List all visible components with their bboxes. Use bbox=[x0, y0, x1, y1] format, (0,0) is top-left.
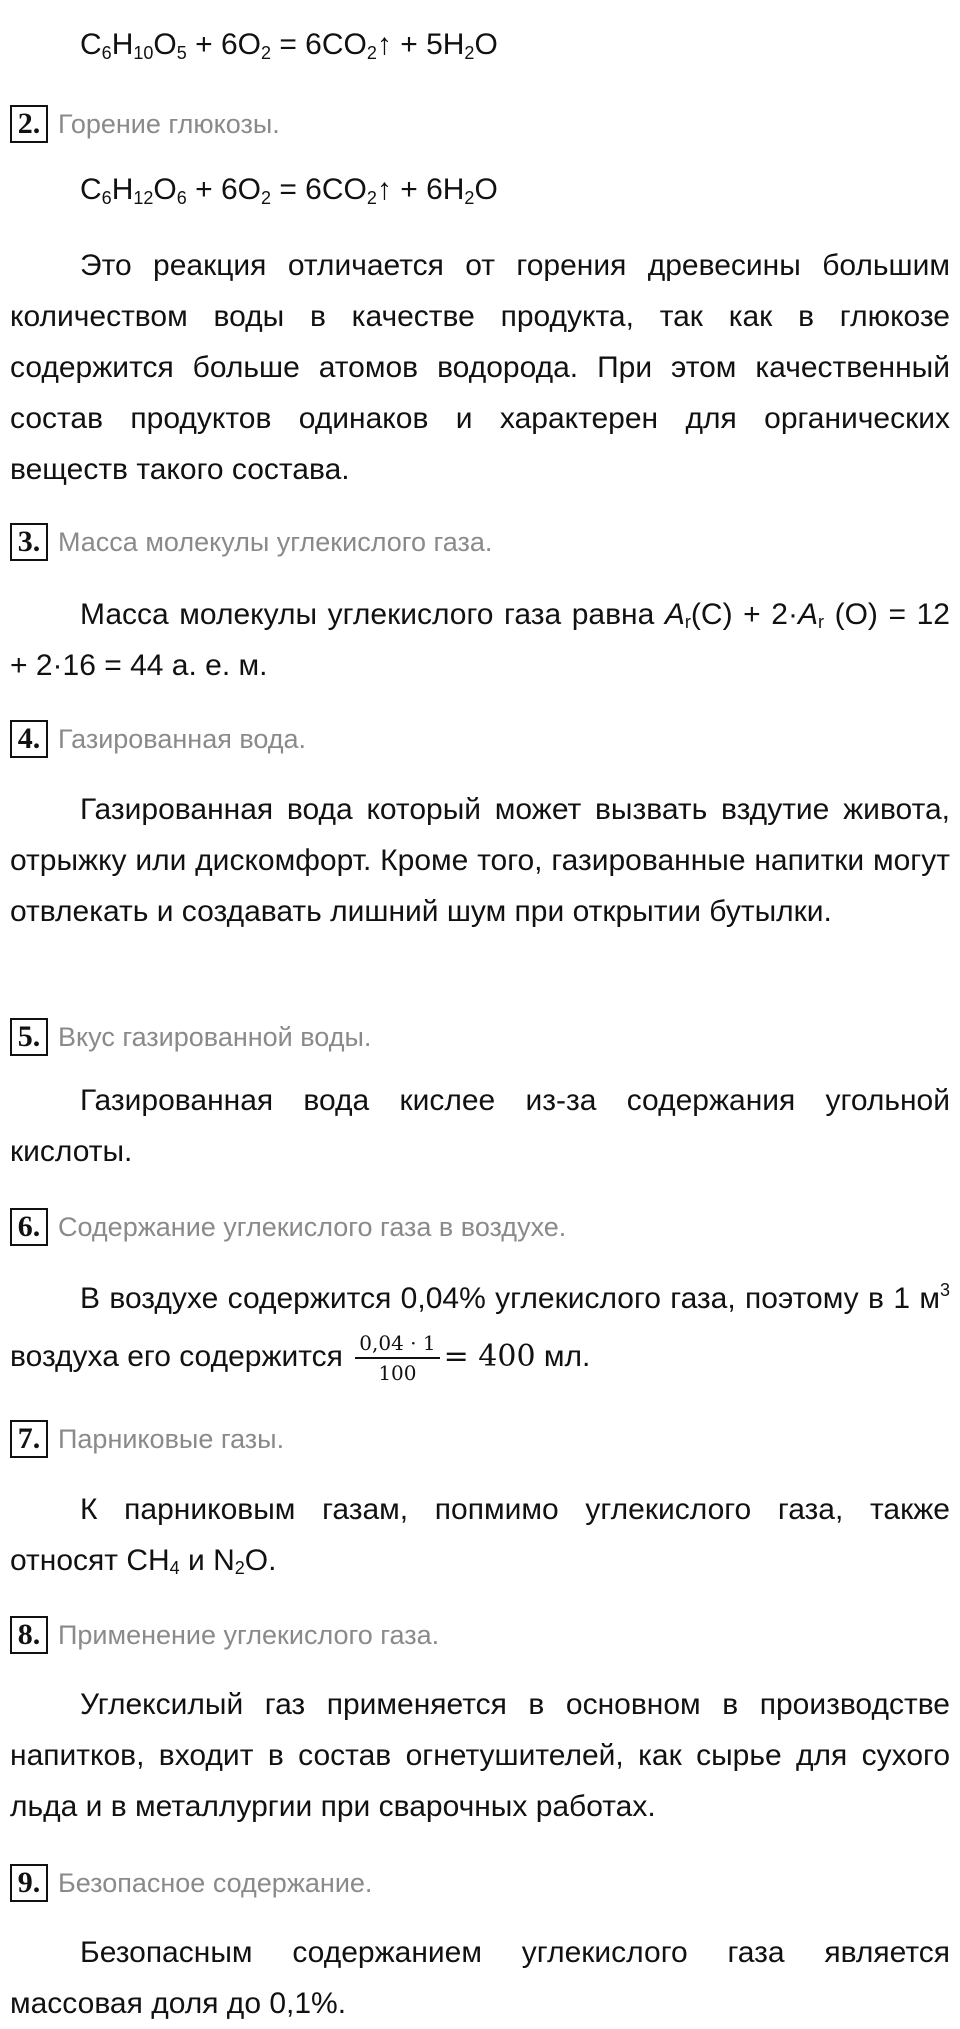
section-4-heading bbox=[10, 716, 306, 762]
fraction: $\frac{0,04 \cdot 1}{100}$ bbox=[355, 1331, 439, 1385]
section-2-text: Это реакция отличается от горения древесины большим количеством воды в качестве продукта, так как в глюкозе содержится больше атомов водорода. При этом качественный состав продуктов одинаков и характерен для органических веществ такого состава. bbox=[10, 249, 950, 486]
section-9-heading bbox=[10, 1860, 372, 1906]
section-3-heading bbox=[10, 519, 492, 565]
section-5-text: Газированная вода кислее из-за содержания угольной кислоты. bbox=[10, 1084, 950, 1168]
section-title: Газированная вода. bbox=[58, 723, 307, 754]
section-number-badge: 5. bbox=[10, 1018, 48, 1056]
section-8-heading bbox=[10, 1612, 439, 1658]
section-7-text: К парниковым газам, попмимо углекислого газа, также относят $CH_4$ и $N_2O$. bbox=[10, 1493, 950, 1578]
section-9-text: Безопасным содержанием углекислого газа является массовая доля до 0,1%. bbox=[10, 1936, 950, 2020]
section-title: Горение глюкозы. bbox=[58, 108, 280, 139]
section-4-text: Газированная вода который может вызвать вздутие живота, отрыжку или дискомфорт. Кроме того, газированные напитки могут отвлекать и создавать лишний шум при открытии бутылки. bbox=[10, 793, 950, 928]
section-number-badge: 7. bbox=[10, 1420, 48, 1458]
formula-wood-combustion: $C_6H_{10}O_5 + 6O_2$ = $6CO_2↑ + 5H_2O$ bbox=[80, 28, 498, 63]
section-number-badge: 3. bbox=[10, 523, 48, 561]
section-number-badge: 8. bbox=[10, 1616, 48, 1654]
section-title: Парниковые газы. bbox=[58, 1423, 285, 1454]
section-8-text: Углексилый газ применяется в основном в производстве напитков, входит в состав огнетушителей, как сырье для сухого льда и в металлургии при сварочных работах. bbox=[10, 1688, 950, 1823]
section-5-heading bbox=[10, 1014, 371, 1060]
section-title: Применение углекислого газа. bbox=[58, 1619, 440, 1650]
section-2-heading bbox=[10, 101, 280, 147]
section-number-badge: 9. bbox=[10, 1864, 48, 1902]
section-title: Вкус газированной воды. bbox=[58, 1021, 372, 1052]
section-title: Содержание углекислого газа в воздухе. bbox=[58, 1211, 567, 1242]
section-title: Масса молекулы углекислого газа. bbox=[58, 526, 493, 557]
section-7-heading bbox=[10, 1416, 284, 1462]
section-6-heading bbox=[10, 1204, 566, 1250]
section-number-badge: 6. bbox=[10, 1208, 48, 1246]
section-3-text: Масса молекулы углекислого газа равна $A_r(C) + 2\cdot A_r$ (O) = 12 + 2·16 = 44 а. е. м. bbox=[10, 598, 950, 682]
section-6-text: В воздухе содержится 0,04% углекислого газа, поэтому в 1 $м^3$ воздуха его содержится $\frac{0,04 \cdot 1}{100}$ = 400 мл. bbox=[10, 1280, 950, 1386]
section-number-badge: 4. bbox=[10, 720, 48, 758]
section-number-badge: 2. bbox=[10, 105, 48, 143]
section-title: Безопасное содержание. bbox=[58, 1867, 373, 1898]
formula-glucose-combustion: $C_6H_{12}O_6 + 6O_2$ = $6CO_2↑ + 6H_2O$ bbox=[80, 173, 498, 208]
